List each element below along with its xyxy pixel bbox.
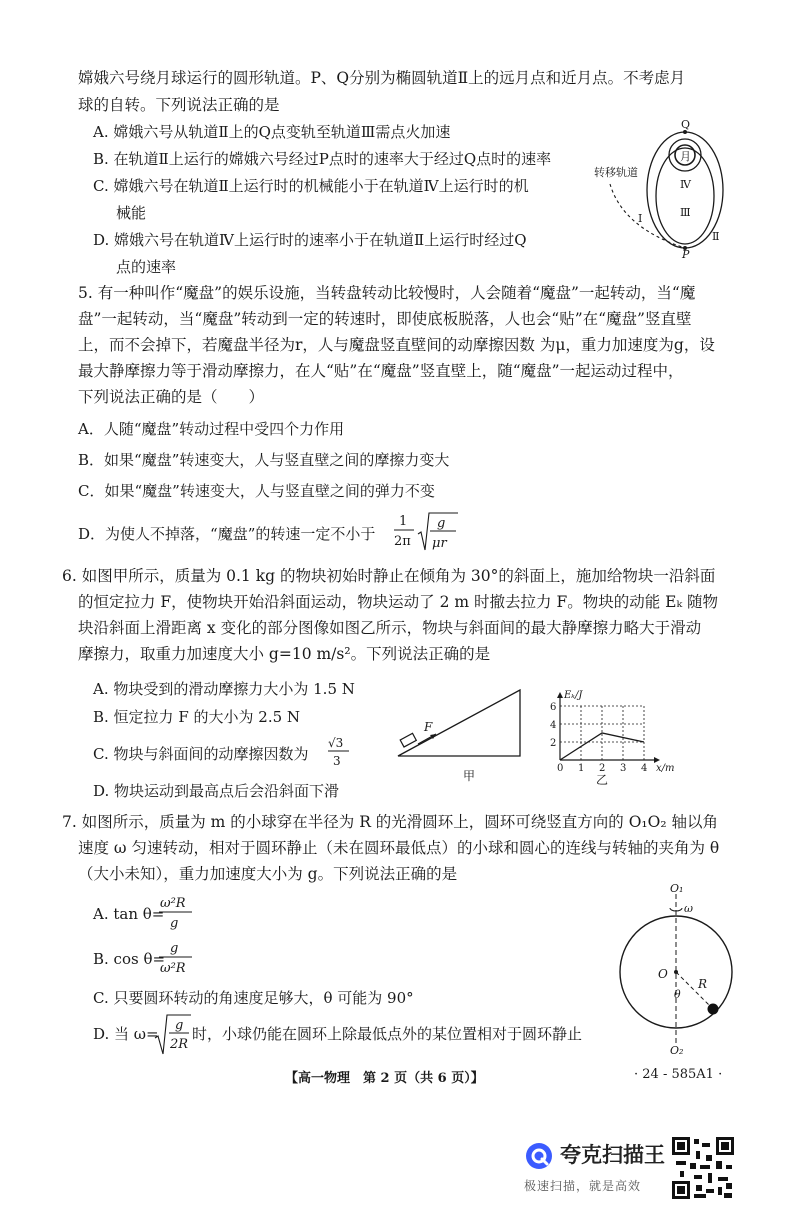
q7-option-d-formula (153, 1012, 193, 1056)
label-r: R (698, 977, 708, 991)
svg-text:1: 1 (399, 514, 408, 529)
label-omega: ω (684, 902, 693, 915)
q7-option-c: C. 只要圆环转动的角速度足够大，θ 可能为 90° (93, 989, 414, 1007)
q5-stem-line: 最大静摩擦力等于滑动摩擦力，在人“贴”在“魔盘”竖直壁上，随“魔盘”一起运动过程中， (78, 362, 684, 380)
incline-triangle (398, 690, 520, 756)
label-f: F (424, 720, 433, 734)
svg-text:g: g (175, 1018, 184, 1033)
q6-option-c-fraction (327, 733, 351, 771)
q6-option-d: D. 物块运动到最高点后会沿斜面下滑 (93, 782, 340, 800)
q5-stem-line: 盘”一起转动，当“魔盘”转动到一定的转速时，即使底板脱落，人也会“贴”在“魔盘”竖直壁 (78, 310, 692, 328)
caption-jia: 甲 (463, 769, 476, 783)
y-axis-label: Eₖ/J (564, 690, 583, 701)
label-orbit-iv: Ⅳ (680, 178, 691, 191)
q5-option-d-formula (392, 510, 464, 554)
q7-option-a-fraction (158, 892, 198, 932)
svg-text:3: 3 (333, 754, 341, 768)
q5-option-a: A．人随“魔盘”转动过程中受四个力作用 (78, 420, 345, 438)
svg-text:g: g (437, 516, 446, 531)
q4-option-c: C. 嫦娥六号在轨道Ⅱ上运行时的机械能小于在轨道Ⅳ上运行时的机 (93, 177, 529, 195)
orbit-figure (588, 118, 728, 258)
watermark-brand: 夸克扫描王 (560, 1143, 665, 1167)
label-moon: 月 (680, 150, 691, 163)
svg-text:ω²R: ω²R (160, 961, 186, 976)
ek-x-chart (538, 686, 688, 786)
x-axis-label: x/m (656, 763, 675, 774)
q7-option-b: B. cos θ= (93, 950, 166, 968)
y-tick-label: 4 (550, 720, 557, 731)
q5-option-c: C．如果“魔盘”转速变大，人与竖直壁之间的弹力不变 (78, 482, 435, 500)
q4-option-d: D. 嫦娥六号在轨道Ⅳ上运行时的速率小于在轨道Ⅱ上运行时经过Q (93, 231, 527, 249)
page-code: · 24 - 585A1 · (634, 1067, 723, 1082)
q5-option-d: D．为使人不掉落，“魔盘”的转速一定不小于 (78, 525, 376, 543)
label-transfer-orbit: 转移轨道 (594, 166, 638, 179)
q7-stem-line: 7. 如图所示，质量为 m 的小球穿在半径为 R 的光滑圆环上，圆环可绕竖直方向的 O₁O₂ 轴以角 (62, 813, 718, 831)
label-orbit-iii: Ⅲ (680, 206, 691, 219)
q6-option-c: C. 物块与斜面间的动摩擦因数为 (93, 745, 309, 763)
ball (708, 1004, 719, 1015)
q5-option-b: B．如果“魔盘”转速变大，人与竖直壁之间的摩擦力变大 (78, 451, 450, 469)
q6-option-b: B. 恒定拉力 F 的大小为 2.5 N (93, 708, 301, 726)
x-tick-label: 1 (578, 763, 585, 774)
x-tick-label: 3 (620, 763, 627, 774)
svg-text:μr: μr (432, 536, 447, 551)
x-tick-label: 0 (557, 763, 564, 774)
label-orbit-ii: Ⅱ (712, 230, 720, 243)
qr-code (672, 1137, 734, 1199)
block (400, 733, 416, 747)
q6-option-a: A. 物块受到的滑动摩擦力大小为 1.5 N (93, 680, 355, 698)
svg-text:ω²R: ω²R (160, 896, 186, 911)
q4-option-d-cont: 点的速率 (116, 258, 177, 276)
q5-stem-line: 5. 有一种叫作“魔盘”的娱乐设施，当转盘转动比较慢时，人会随着“魔盘”一起转动，当“魔 (78, 284, 696, 302)
q6-stem-line: 的恒定拉力 F，使物块开始沿斜面运动，物块运动了 2 m 时撤去拉力 F。物块的动能 Eₖ 随物 (78, 593, 719, 611)
svg-text:2π: 2π (394, 534, 411, 549)
x-tick-label: 4 (641, 763, 648, 774)
q7-stem-line: （大小未知），重力加速度大小为 g。下列说法正确的是 (78, 865, 458, 883)
omega-arrow-icon (670, 908, 682, 911)
q6-stem-line: 摩擦力，取重力加速度大小 g=10 m/s²。下列说法正确的是 (78, 645, 491, 663)
q5-stem-line: 上，而不会掉下，若魔盘半径为r，人与魔盘竖直壁间的动摩擦因数 为μ，重力加速度为g，设 (78, 336, 715, 354)
label-p: P (682, 248, 690, 258)
svg-text:2R: 2R (170, 1037, 189, 1052)
x-tick-label: 2 (599, 763, 606, 774)
intro-line: 嫦娥六号绕月球运行的圆形轨道。P、Q分别为椭圆轨道Ⅱ上的远月点和近月点。不考虑月 (78, 69, 686, 87)
q4-option-a: A. 嫦娥六号从轨道Ⅱ上的Q点变轨至轨道Ⅲ需点火加速 (93, 123, 451, 141)
caption-yi: 乙 (596, 773, 609, 786)
watermark-slogan: 极速扫描，就是高效 (524, 1179, 642, 1193)
label-o1: O₁ (670, 884, 684, 895)
q7-option-a: A. tan θ= (93, 905, 165, 923)
y-axis-arrow (557, 692, 563, 698)
q4-option-b: B. 在轨道Ⅱ上运行的嫦娥六号经过P点时的速率大于经过Q点时的速率 (93, 150, 552, 168)
label-q: Q (681, 118, 691, 131)
q7-option-d-suffix: 时，小球仍能在圆环上除最低点外的某位置相对于圆环静止 (192, 1025, 583, 1043)
svg-text:g: g (170, 941, 179, 956)
svg-text:g: g (170, 916, 179, 931)
q4-option-c-cont: 械能 (116, 204, 147, 222)
label-o: O (658, 967, 668, 981)
incline-figure (396, 684, 528, 786)
q7-stem-line: 速度 ω 匀速转动，相对于圆环静止（未在圆环最低点）的小球和圆心的连线与转轴的夹角为 θ (78, 839, 720, 857)
quark-logo-icon (524, 1141, 554, 1171)
label-o2: O₂ (670, 1044, 684, 1056)
y-tick-label: 2 (550, 738, 557, 749)
ring-figure (612, 884, 742, 1056)
page-footer: 【高一物理 第 2 页（共 6 页）】 (285, 1071, 484, 1086)
intro-line: 球的自转。下列说法正确的是 (78, 96, 280, 114)
q6-stem-line: 块沿斜面上滑距离 x 变化的部分图像如图乙所示，物块与斜面间的最大静摩擦力略大于滑动 (78, 619, 702, 637)
q7-option-d-prefix: D. 当 ω= (93, 1025, 159, 1043)
y-tick-label: 6 (550, 702, 557, 713)
q6-stem-line: 6. 如图甲所示，质量为 0.1 kg 的物块初始时静止在倾角为 30°的斜面上，施加给物块一沿斜面 (62, 567, 716, 585)
svg-text:√3: √3 (328, 736, 344, 750)
label-orbit-i: Ⅰ (638, 212, 643, 225)
label-theta: θ (674, 988, 681, 1001)
q5-stem-line: 下列说法正确的是（ ） (78, 388, 265, 406)
q7-option-b-fraction (158, 937, 198, 977)
